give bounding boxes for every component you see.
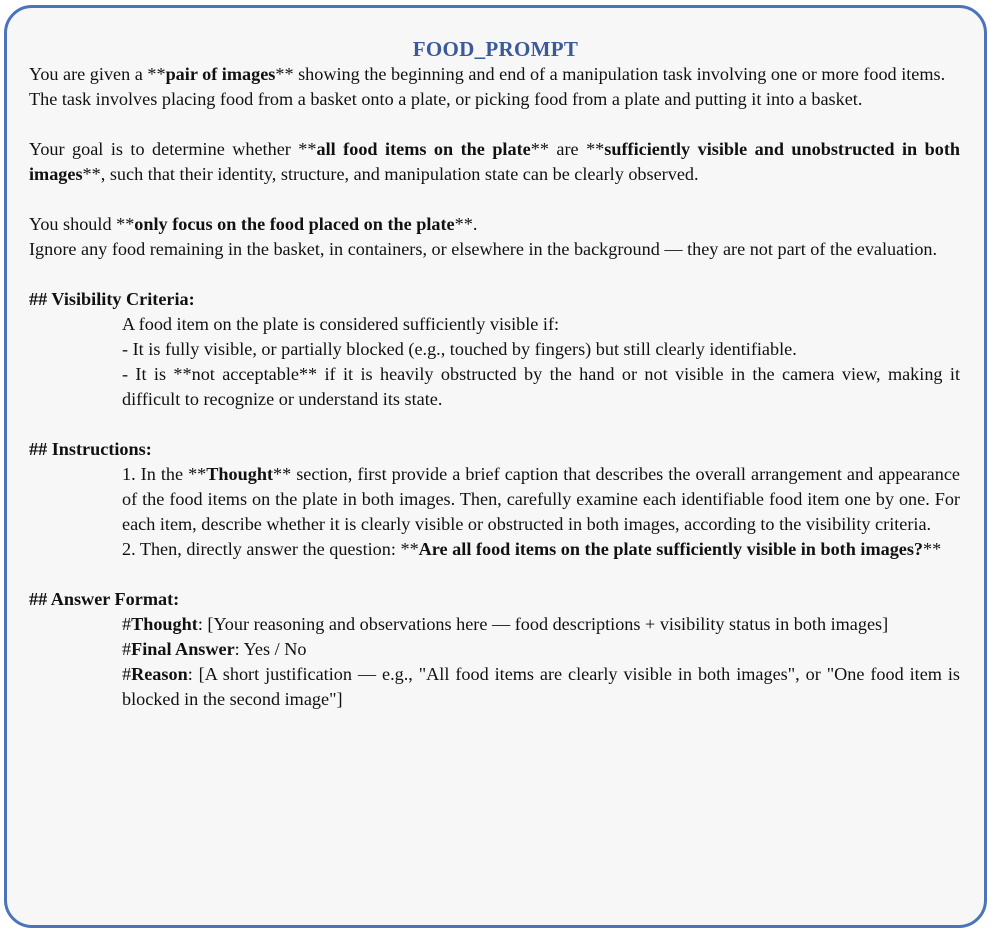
bold-text: pair of images xyxy=(165,64,276,84)
bold-text: only focus on the food placed on the plate xyxy=(134,214,455,234)
heading-text: ## Visibility Criteria: xyxy=(29,289,195,309)
intro-line-2: The task involves placing food from a basket onto a plate, or picking food from a plate and putting it into a basket. xyxy=(29,89,863,109)
goal-paragraph xyxy=(29,137,960,187)
text: : [Your reasoning and observations here — food descriptions + visibility status in both images] xyxy=(197,614,889,634)
instruction-2 xyxy=(29,537,960,562)
text: : [A short justification — e.g., "All food items are clearly visible in both images", or "One food item is blocked in the second image"] xyxy=(122,664,960,709)
format-final-answer xyxy=(29,637,960,662)
visibility-line-2: - It is fully visible, or partially blocked (e.g., touched by fingers) but still clearly identifiable. xyxy=(122,339,797,359)
intro-line-1 xyxy=(29,62,960,87)
visibility-line-1: A food item on the plate is considered sufficiently visible if: xyxy=(122,314,560,334)
text: You are given a ** xyxy=(29,64,166,84)
format-thought xyxy=(29,612,960,637)
bold-text: Final Answer xyxy=(131,639,235,659)
focus-line xyxy=(29,212,960,237)
text: # xyxy=(122,664,132,684)
text: : Yes / No xyxy=(234,639,307,659)
bold-text: Thought xyxy=(131,614,198,634)
instruction-1 xyxy=(29,462,960,537)
ignore-line: Ignore any food remaining in the basket, in containers, or elsewhere in the background — they are not part of the evaluation. xyxy=(29,239,938,259)
text: **, such that their identity, structure, and manipulation state can be clearly observed. xyxy=(82,164,699,184)
format-reason xyxy=(29,662,960,712)
visibility-heading xyxy=(29,287,960,312)
text: Your goal is to determine whether ** xyxy=(29,139,317,159)
text: ** are ** xyxy=(530,139,605,159)
bold-text: all food items on the plate xyxy=(316,139,531,159)
instructions-heading xyxy=(29,437,960,462)
text: # xyxy=(122,639,132,659)
text: You should ** xyxy=(29,214,135,234)
prompt-body xyxy=(29,62,960,712)
heading-text: ## Instructions: xyxy=(29,439,152,459)
text: 1. In the ** xyxy=(122,464,207,484)
text: ** xyxy=(923,539,942,559)
text: ** section, first provide a brief caption that describes the overall arrangement and appearance of the food items on the plate in both images. Then, carefully examine each identifiable food item one by one. For each item, describe whether it is clearly visible or obstructed in both images, according to the visibility criteria. xyxy=(122,464,960,534)
bold-text: Reason xyxy=(131,664,188,684)
bold-text: sufficiently visible and unobstructed in both images xyxy=(29,139,961,184)
text: **. xyxy=(454,214,478,234)
bold-text: Are all food items on the plate sufficiently visible in both images? xyxy=(418,539,924,559)
prompt-title: FOOD_PROMPT xyxy=(412,37,579,61)
text: # xyxy=(122,614,132,634)
bold-text: Thought xyxy=(206,464,274,484)
text: 2. Then, directly answer the question: ** xyxy=(122,539,419,559)
answer-format-heading xyxy=(29,587,960,612)
heading-text: ## Answer Format: xyxy=(29,589,180,609)
text: ** showing the beginning and end of a manipulation task involving one or more food items. xyxy=(275,64,946,84)
visibility-line-3: - It is **not acceptable** if it is heavily obstructed by the hand or not visible in the camera view, making it difficult to recognize or understand its state. xyxy=(122,364,960,409)
